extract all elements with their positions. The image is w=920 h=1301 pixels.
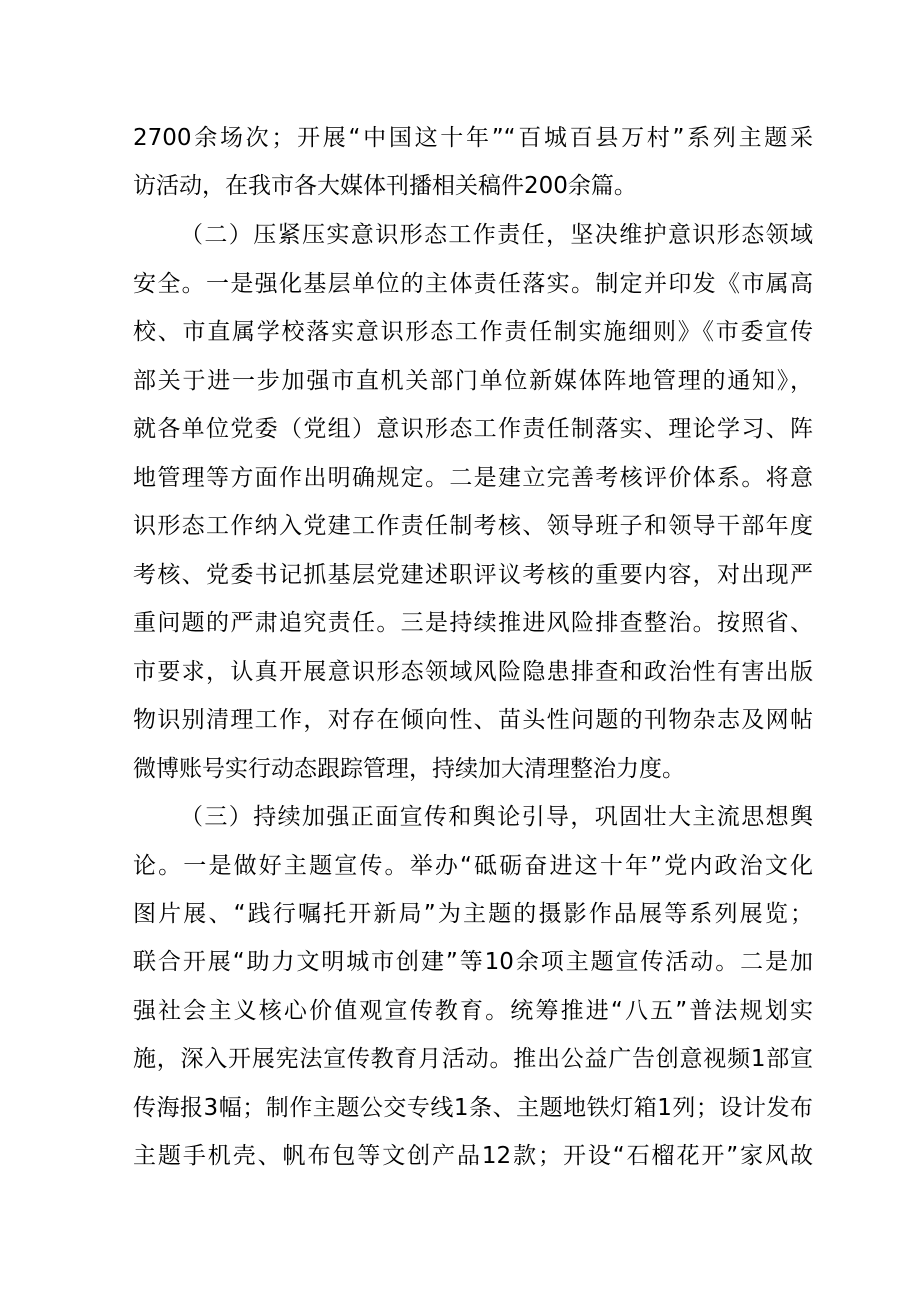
section-heading-two: （二）压紧压实意识形态工作责任，坚决维护意识形态领域 bbox=[180, 222, 813, 248]
body-text-line: 联合开展“助力文明城市创建”等10余项主题宣传活动。二是加 bbox=[133, 949, 813, 975]
body-text-line: 重问题的严肃追究责任。三是持续推进风险排查整治。按照省、 bbox=[133, 610, 813, 636]
body-text-line: 安全。一是强化基层单位的主体责任落实。制定并印发《市属高 bbox=[133, 271, 813, 297]
body-text-line: 物识别清理工作，对存在倾向性、苗头性问题的刊物杂志及网帖 bbox=[133, 707, 813, 733]
body-text-line: 识形态工作纳入党建工作责任制考核、领导班子和领导干部年度 bbox=[133, 513, 813, 539]
body-text-line: 图片展、“践行嘱托开新局”为主题的摄影作品展等系列展览； bbox=[133, 901, 813, 927]
body-text-line: 强社会主义核心价值观宣传教育。统筹推进“八五”普法规划实 bbox=[133, 998, 813, 1024]
body-text-line: 2700余场次；开展“中国这十年”“百城百县万村”系列主题采 bbox=[133, 125, 813, 151]
body-text-line: 地管理等方面作出明确规定。二是建立完善考核评价体系。将意 bbox=[133, 465, 813, 491]
body-text-line: 论。一是做好主题宣传。举办“砥砺奋进这十年”党内政治文化 bbox=[133, 853, 813, 879]
body-text-line: 主题手机壳、帆布包等文创产品12款；开设“石榴花开”家风故 bbox=[133, 1143, 813, 1169]
body-text-line: 部关于进一步加强市直机关部门单位新媒体阵地管理的通知》， bbox=[133, 368, 813, 394]
section-heading-three: （三）持续加强正面宣传和舆论引导，巩固壮大主流思想舆 bbox=[180, 804, 813, 830]
body-text-line: 考核、党委书记抓基层党建述职评议考核的重要内容，对出现严 bbox=[133, 562, 813, 588]
body-text-line: 访活动，在我市各大媒体刊播相关稿件200余篇。 bbox=[133, 173, 637, 199]
body-text-line: 微博账号实行动态跟踪管理，持续加大清理整治力度。 bbox=[133, 756, 685, 782]
body-text-line: 校、市直属学校落实意识形态工作责任制实施细则》《市委宣传 bbox=[133, 319, 813, 345]
body-text-line: 传海报3幅；制作主题公交专线1条、主题地铁灯箱1列；设计发布 bbox=[133, 1095, 813, 1121]
body-text-line: 就各单位党委（党组）意识形态工作责任制落实、理论学习、阵 bbox=[133, 416, 813, 442]
body-text-line: 市要求，认真开展意识形态领域风险隐患排查和政治性有害出版 bbox=[133, 659, 813, 685]
body-text-line: 施，深入开展宪法宣传教育月活动。推出公益广告创意视频1部宣 bbox=[133, 1046, 813, 1072]
